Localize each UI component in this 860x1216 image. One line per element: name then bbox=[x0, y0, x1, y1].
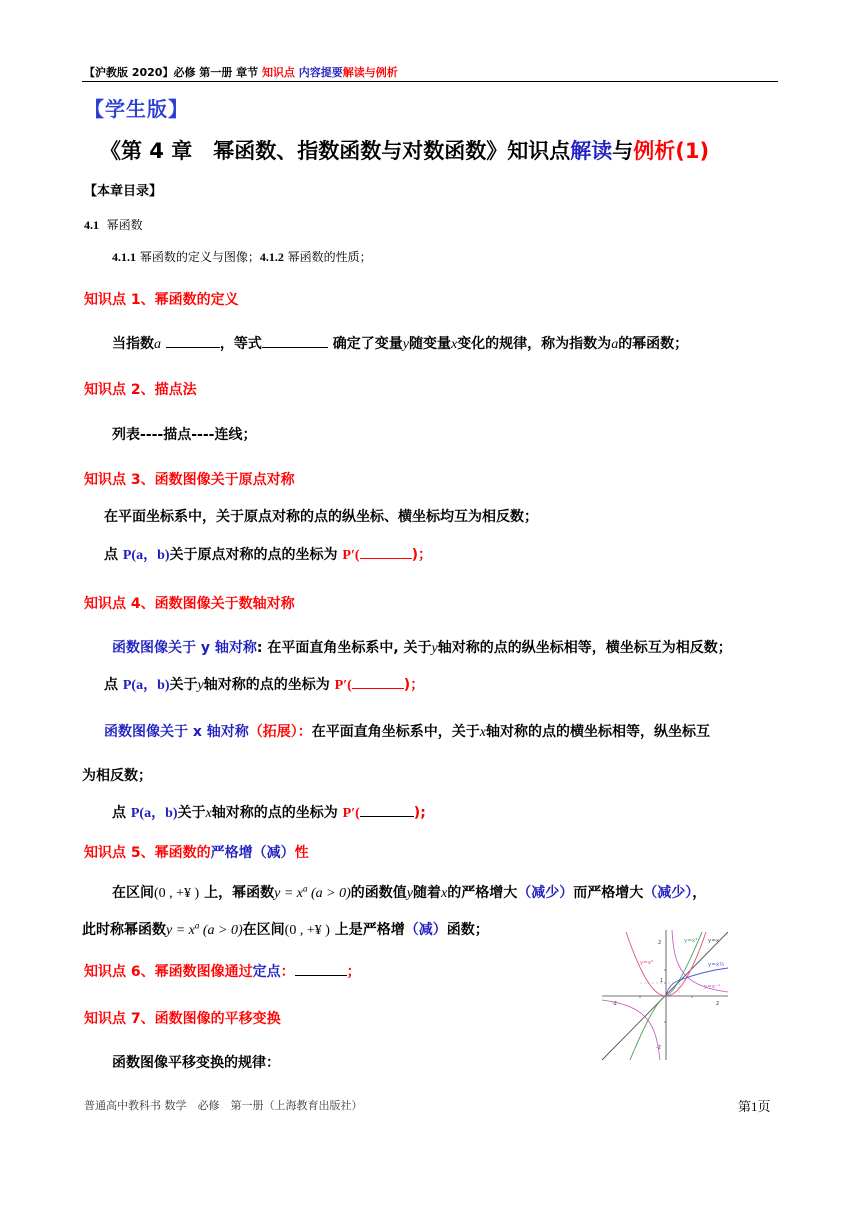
kp3-pt-mid: 关于原点对称的点的坐标为 bbox=[169, 547, 343, 563]
kp4-x-pt-mid-a: 关于 bbox=[177, 805, 206, 821]
kp1-t2: ，等式 bbox=[219, 336, 262, 352]
kp1-blank-2[interactable] bbox=[262, 346, 328, 348]
kp4-y-line bbox=[112, 637, 732, 657]
kp4-y-pt-var: y bbox=[197, 678, 204, 693]
kp4-x-line bbox=[104, 721, 710, 741]
kp4-x-pt-pre: 点 bbox=[112, 805, 131, 821]
kp6-end: ； bbox=[346, 964, 361, 980]
kp7-heading: 知识点 7、函数图像的平移变换 bbox=[84, 1011, 281, 1027]
kp5-sup-1: a bbox=[302, 883, 308, 894]
kp5-line2 bbox=[82, 919, 489, 939]
kp4-y-pt-pre: 点 bbox=[104, 677, 123, 693]
kp5-l1-a: 在区间 bbox=[112, 885, 154, 901]
kp1-blank-1[interactable] bbox=[166, 346, 220, 348]
kp4-y-point bbox=[104, 674, 424, 694]
header-analysis: 解读与例析 bbox=[342, 66, 398, 79]
kp5-l1-y: y bbox=[406, 886, 413, 901]
kp5-heading-c: 性 bbox=[294, 845, 309, 861]
kp4-y-point-Pprime: P′( bbox=[334, 678, 352, 693]
kp3-pt-end: )； bbox=[411, 547, 432, 563]
kp5-l1-b: 上，幂函数 bbox=[199, 885, 275, 901]
header-summary: 内容提要 bbox=[294, 66, 343, 79]
kp4-x-pt-var: x bbox=[205, 806, 212, 821]
kp6-heading-b: 定点 bbox=[252, 964, 281, 980]
kp1-line bbox=[112, 333, 688, 353]
kp5-l1-dec2: （减少） bbox=[643, 885, 693, 901]
power-function-graph bbox=[600, 928, 730, 1062]
kp6-heading bbox=[84, 961, 361, 981]
toc-sub1-name: 幂函数的定义与图像； bbox=[139, 250, 260, 264]
kp4-x-pt-mid-b: 轴对称的点的坐标为 bbox=[211, 805, 343, 821]
kp5-heading-a: 知识点 5、幂函数的 bbox=[84, 845, 211, 861]
kp1-t4: 随变量 bbox=[408, 336, 451, 352]
kp5-cond-2: (a > 0) bbox=[199, 923, 243, 938]
title-jiedu: 解读 bbox=[570, 139, 613, 163]
toc-sub1-num: 4.1.1 bbox=[112, 250, 136, 264]
kp5-l2-d: 函数； bbox=[446, 922, 489, 938]
kp4-y-pt-mid-a: 关于 bbox=[169, 677, 198, 693]
kp4-y-desc-a: : 在平面直角坐标系中, 关于 bbox=[256, 640, 432, 656]
kp6-heading-c: ： bbox=[280, 964, 295, 980]
header-rule bbox=[82, 81, 778, 82]
kp3-point bbox=[104, 544, 432, 564]
label-y-sqrt: y=x½ bbox=[708, 962, 725, 968]
kp5-l1-end: ， bbox=[692, 885, 707, 901]
kp4-x-desc-b: 轴对称的点的横坐标相等，纵坐标互 bbox=[486, 724, 710, 740]
toc-subsections bbox=[112, 248, 372, 265]
footer-source: 普通高中教科书 数学 必修 第一册（上海教育出版社） bbox=[84, 1099, 363, 1112]
kp4-x-desc-a: 在平面直角坐标系中，关于 bbox=[311, 724, 480, 740]
kp5-cond-1: (a > 0) bbox=[307, 886, 351, 901]
kp4-y-point-P: P(a，b) bbox=[122, 678, 170, 693]
tick-x-2: 2 bbox=[716, 1001, 720, 1007]
kp4-x-title: 函数图像关于 x 轴对称 bbox=[104, 724, 249, 740]
kp4-y-pt-mid-b: 轴对称的点的坐标为 bbox=[203, 677, 335, 693]
tick-x-neg2: -2 bbox=[612, 1001, 617, 1007]
kp5-l2-c: 上是严格增 bbox=[329, 922, 405, 938]
label-y-x3: y=x³ bbox=[684, 938, 698, 944]
title-main: 《第 4 章 幂函数、指数函数与对数函数》知识点 bbox=[100, 139, 571, 163]
kp5-func-1: y = x bbox=[274, 886, 303, 901]
kp1-a2: a bbox=[611, 337, 619, 352]
kp5-l2-dec: （减） bbox=[404, 922, 447, 938]
kp1-t3: 确定了变量 bbox=[327, 336, 403, 352]
kp3-point-Pprime: P′( bbox=[342, 548, 360, 563]
kp4-x-var: x bbox=[479, 725, 486, 740]
kp3-blank[interactable] bbox=[360, 557, 412, 559]
kp5-l2-a: 此时称幂函数 bbox=[82, 922, 166, 938]
toc-section bbox=[84, 216, 143, 233]
kp4-y-var: y bbox=[431, 641, 438, 656]
toc-heading: 【本章目录】 bbox=[84, 184, 163, 199]
kp6-heading-a: 知识点 6、幂函数图像通过 bbox=[84, 964, 253, 980]
kp4-x-point-Pprime: P′( bbox=[342, 806, 360, 821]
kp5-line1 bbox=[112, 882, 706, 902]
tick-y-neg2: -2 bbox=[656, 1045, 661, 1051]
header-prefix: 【沪教版 2020】必修 第一册 章节 bbox=[84, 66, 262, 79]
kp2-text: 列表----描点----连线； bbox=[112, 427, 257, 443]
kp1-t5: 变化的规律，称为指数为 bbox=[457, 336, 612, 352]
kp4-x-ext: （拓展）： bbox=[248, 724, 312, 740]
kp1-y: y bbox=[402, 337, 409, 352]
kp1-a: a bbox=[154, 337, 161, 352]
kp2-heading: 知识点 2、描点法 bbox=[84, 382, 197, 398]
kp4-x-pt-end: ); bbox=[413, 805, 426, 821]
kp7-text: 函数图像平移变换的规律： bbox=[112, 1055, 280, 1071]
edition-badge: 【学生版】 bbox=[84, 97, 189, 121]
kp4-x-point-P: P(a，b) bbox=[130, 806, 178, 821]
toc-section-num: 4.1 bbox=[84, 218, 99, 232]
label-y-x: y=x bbox=[708, 938, 720, 944]
toc-section-name: 幂函数 bbox=[106, 218, 143, 232]
kp5-l1-x: x bbox=[440, 886, 448, 901]
kp5-sup-2: a bbox=[194, 920, 200, 931]
kp5-l1-c: 的函数值 bbox=[350, 885, 407, 901]
kp4-y-title: 函数图像关于 y 轴对称 bbox=[112, 640, 257, 656]
kp4-x-desc-c: 为相反数； bbox=[82, 768, 152, 784]
kp3-point-P: P(a，b) bbox=[122, 548, 170, 563]
toc-sub2-num: 4.1.2 bbox=[259, 250, 284, 264]
kp5-l1-d: 随着 bbox=[412, 885, 441, 901]
title-yu: 与 bbox=[612, 139, 634, 163]
kp5-l1-f2: 而严格增大 bbox=[573, 885, 644, 901]
page-number: 第1页 bbox=[738, 1099, 771, 1114]
toc-sub2-name: 幂函数的性质； bbox=[287, 250, 372, 264]
kp1-t1: 当指数 bbox=[112, 336, 154, 352]
title-lixi: 例析(1) bbox=[633, 139, 710, 163]
kp5-func-2: y = x bbox=[166, 923, 195, 938]
label-y-inv: y=x⁻¹ bbox=[704, 984, 721, 990]
tick-y-2: 2 bbox=[658, 940, 662, 946]
label-y-x2: y=x² bbox=[640, 960, 654, 966]
kp5-heading bbox=[84, 842, 309, 862]
kp3-line1: 在平面坐标系中，关于原点对称的点的纵坐标、横坐标均互为相反数； bbox=[104, 509, 538, 525]
kp1-x: x bbox=[450, 337, 458, 352]
kp4-x-blank[interactable] bbox=[360, 815, 414, 817]
kp4-heading: 知识点 4、函数图像关于数轴对称 bbox=[84, 596, 295, 612]
kp5-interval-2: (0 , +¥ ) bbox=[284, 923, 330, 938]
header-knowledge: 知识点 bbox=[261, 66, 295, 79]
kp4-y-blank[interactable] bbox=[352, 687, 404, 689]
kp4-x-point bbox=[112, 802, 426, 822]
kp5-l2-b: 在区间 bbox=[242, 922, 285, 938]
kp5-heading-b: 严格增（减） bbox=[210, 845, 295, 861]
running-header bbox=[84, 64, 398, 80]
kp4-y-pt-end: )； bbox=[403, 677, 425, 693]
page-title bbox=[100, 135, 709, 165]
kp5-l1-e: 的严格增大 bbox=[447, 885, 518, 901]
kp5-interval-1: (0 , +¥ ) bbox=[154, 886, 200, 901]
kp3-heading: 知识点 3、函数图像关于原点对称 bbox=[84, 472, 295, 488]
kp1-heading: 知识点 1、幂函数的定义 bbox=[84, 292, 239, 308]
kp1-t6: 的幂函数； bbox=[618, 336, 689, 352]
kp3-pt-pre: 点 bbox=[104, 547, 123, 563]
kp5-l1-dec: （减少） bbox=[517, 885, 574, 901]
kp6-blank[interactable] bbox=[295, 974, 347, 976]
kp4-y-desc-b: 轴对称的点的纵坐标相等，横坐标互为相反数； bbox=[437, 640, 732, 656]
tick-y-1: 1 bbox=[660, 978, 664, 984]
